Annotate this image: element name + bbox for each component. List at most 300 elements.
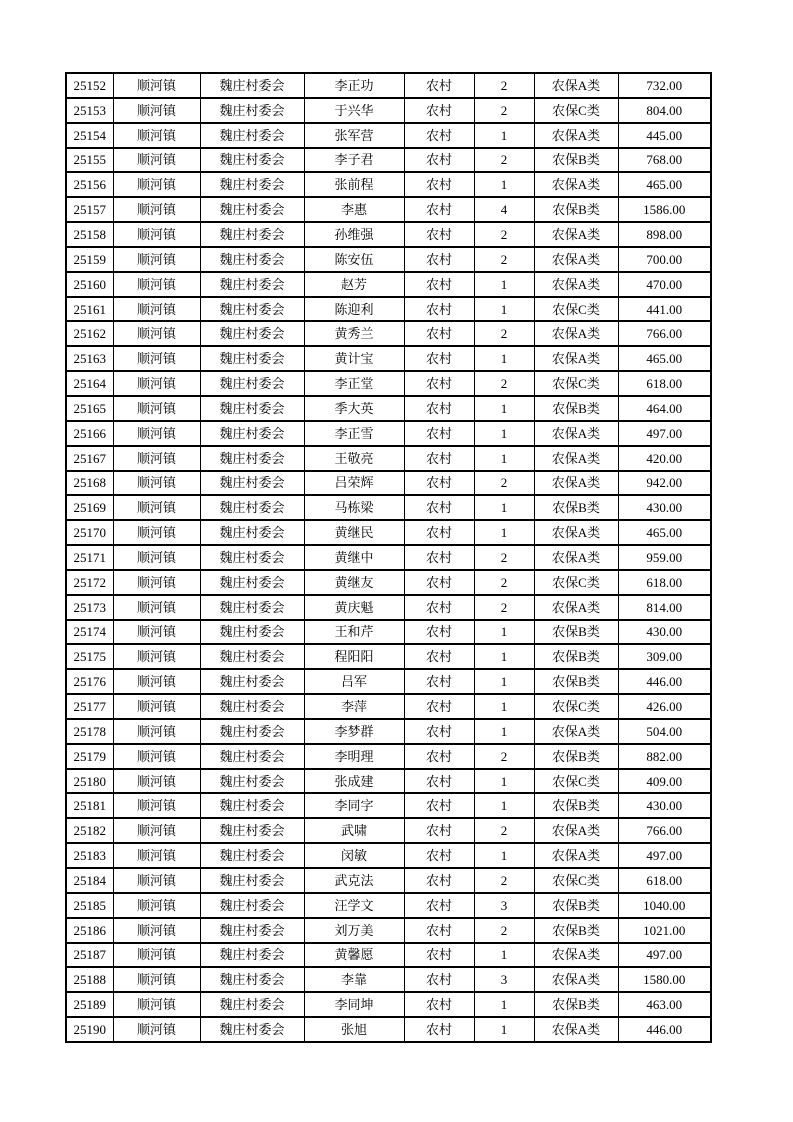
serial-number-cell: 25156 xyxy=(66,172,113,197)
amount-cell: 470.00 xyxy=(618,272,711,297)
town-cell: 顺河镇 xyxy=(113,247,200,272)
person-count-cell: 2 xyxy=(474,545,534,570)
residence-type-cell: 农村 xyxy=(404,172,474,197)
person-name-cell: 武啸 xyxy=(304,818,404,843)
serial-number-cell: 25157 xyxy=(66,197,113,222)
person-name-cell: 黄馨愿 xyxy=(304,943,404,968)
table-row xyxy=(66,495,711,520)
amount-cell: 446.00 xyxy=(618,669,711,694)
town-cell: 顺河镇 xyxy=(113,346,200,371)
serial-number-cell: 25172 xyxy=(66,570,113,595)
serial-number-cell: 25184 xyxy=(66,868,113,893)
town-cell: 顺河镇 xyxy=(113,446,200,471)
table-row xyxy=(66,446,711,471)
person-count-cell: 1 xyxy=(474,297,534,322)
table-row xyxy=(66,247,711,272)
amount-cell: 445.00 xyxy=(618,123,711,148)
residence-type-cell: 农村 xyxy=(404,818,474,843)
person-name-cell: 李子君 xyxy=(304,148,404,173)
residence-type-cell: 农村 xyxy=(404,222,474,247)
person-name-cell: 陈迎利 xyxy=(304,297,404,322)
serial-number-cell: 25160 xyxy=(66,272,113,297)
insurance-category-cell: 农保B类 xyxy=(534,396,618,421)
person-count-cell: 2 xyxy=(474,595,534,620)
table-row xyxy=(66,793,711,818)
amount-cell: 898.00 xyxy=(618,222,711,247)
serial-number-cell: 25183 xyxy=(66,843,113,868)
amount-cell: 700.00 xyxy=(618,247,711,272)
residence-type-cell: 农村 xyxy=(404,843,474,868)
person-count-cell: 1 xyxy=(474,421,534,446)
amount-cell: 732.00 xyxy=(618,73,711,98)
person-name-cell: 张军营 xyxy=(304,123,404,148)
amount-cell: 1580.00 xyxy=(618,967,711,992)
insurance-category-cell: 农保C类 xyxy=(534,570,618,595)
serial-number-cell: 25189 xyxy=(66,992,113,1017)
town-cell: 顺河镇 xyxy=(113,893,200,918)
amount-cell: 465.00 xyxy=(618,520,711,545)
residence-type-cell: 农村 xyxy=(404,73,474,98)
amount-cell: 465.00 xyxy=(618,346,711,371)
insurance-category-cell: 农保B类 xyxy=(534,744,618,769)
person-count-cell: 2 xyxy=(474,868,534,893)
amount-cell: 497.00 xyxy=(618,421,711,446)
serial-number-cell: 25171 xyxy=(66,545,113,570)
town-cell: 顺河镇 xyxy=(113,421,200,446)
person-name-cell: 李正堂 xyxy=(304,371,404,396)
residence-type-cell: 农村 xyxy=(404,297,474,322)
table-row xyxy=(66,73,711,98)
person-count-cell: 1 xyxy=(474,446,534,471)
subsidy-roster-table xyxy=(65,72,712,1043)
person-count-cell: 3 xyxy=(474,967,534,992)
table-row xyxy=(66,123,711,148)
residence-type-cell: 农村 xyxy=(404,495,474,520)
person-name-cell: 黄继友 xyxy=(304,570,404,595)
residence-type-cell: 农村 xyxy=(404,321,474,346)
serial-number-cell: 25174 xyxy=(66,620,113,645)
serial-number-cell: 25153 xyxy=(66,98,113,123)
residence-type-cell: 农村 xyxy=(404,992,474,1017)
table-row xyxy=(66,694,711,719)
amount-cell: 504.00 xyxy=(618,719,711,744)
table-row xyxy=(66,421,711,446)
table-row xyxy=(66,272,711,297)
serial-number-cell: 25159 xyxy=(66,247,113,272)
insurance-category-cell: 农保C类 xyxy=(534,868,618,893)
person-count-cell: 1 xyxy=(474,793,534,818)
table-row xyxy=(66,148,711,173)
amount-cell: 1040.00 xyxy=(618,893,711,918)
village-committee-cell: 魏庄村委会 xyxy=(200,371,304,396)
village-committee-cell: 魏庄村委会 xyxy=(200,346,304,371)
residence-type-cell: 农村 xyxy=(404,396,474,421)
person-count-cell: 2 xyxy=(474,918,534,943)
person-count-cell: 2 xyxy=(474,148,534,173)
person-count-cell: 1 xyxy=(474,1017,534,1042)
village-committee-cell: 魏庄村委会 xyxy=(200,197,304,222)
serial-number-cell: 25163 xyxy=(66,346,113,371)
residence-type-cell: 农村 xyxy=(404,620,474,645)
person-name-cell: 闵敏 xyxy=(304,843,404,868)
serial-number-cell: 25165 xyxy=(66,396,113,421)
amount-cell: 430.00 xyxy=(618,495,711,520)
person-count-cell: 1 xyxy=(474,396,534,421)
amount-cell: 497.00 xyxy=(618,943,711,968)
table-row xyxy=(66,172,711,197)
person-name-cell: 黄庆魁 xyxy=(304,595,404,620)
person-count-cell: 1 xyxy=(474,992,534,1017)
table-row xyxy=(66,992,711,1017)
table-row xyxy=(66,197,711,222)
person-count-cell: 2 xyxy=(474,321,534,346)
serial-number-cell: 25152 xyxy=(66,73,113,98)
residence-type-cell: 农村 xyxy=(404,669,474,694)
village-committee-cell: 魏庄村委会 xyxy=(200,769,304,794)
amount-cell: 618.00 xyxy=(618,570,711,595)
town-cell: 顺河镇 xyxy=(113,297,200,322)
town-cell: 顺河镇 xyxy=(113,495,200,520)
insurance-category-cell: 农保B类 xyxy=(534,918,618,943)
person-count-cell: 2 xyxy=(474,744,534,769)
town-cell: 顺河镇 xyxy=(113,769,200,794)
village-committee-cell: 魏庄村委会 xyxy=(200,992,304,1017)
serial-number-cell: 25182 xyxy=(66,818,113,843)
serial-number-cell: 25158 xyxy=(66,222,113,247)
insurance-category-cell: 农保B类 xyxy=(534,669,618,694)
town-cell: 顺河镇 xyxy=(113,321,200,346)
person-count-cell: 1 xyxy=(474,644,534,669)
person-count-cell: 4 xyxy=(474,197,534,222)
person-name-cell: 王和芹 xyxy=(304,620,404,645)
amount-cell: 1586.00 xyxy=(618,197,711,222)
town-cell: 顺河镇 xyxy=(113,98,200,123)
table-row xyxy=(66,471,711,496)
town-cell: 顺河镇 xyxy=(113,1017,200,1042)
person-name-cell: 张成建 xyxy=(304,769,404,794)
insurance-category-cell: 农保B类 xyxy=(534,148,618,173)
residence-type-cell: 农村 xyxy=(404,346,474,371)
town-cell: 顺河镇 xyxy=(113,669,200,694)
amount-cell: 882.00 xyxy=(618,744,711,769)
table-row xyxy=(66,371,711,396)
residence-type-cell: 农村 xyxy=(404,471,474,496)
person-count-cell: 2 xyxy=(474,570,534,595)
person-count-cell: 1 xyxy=(474,669,534,694)
table-row xyxy=(66,769,711,794)
village-committee-cell: 魏庄村委会 xyxy=(200,943,304,968)
village-committee-cell: 魏庄村委会 xyxy=(200,297,304,322)
serial-number-cell: 25190 xyxy=(66,1017,113,1042)
person-name-cell: 张前程 xyxy=(304,172,404,197)
insurance-category-cell: 农保B类 xyxy=(534,644,618,669)
person-count-cell: 1 xyxy=(474,694,534,719)
town-cell: 顺河镇 xyxy=(113,744,200,769)
person-count-cell: 2 xyxy=(474,222,534,247)
person-name-cell: 程阳阳 xyxy=(304,644,404,669)
person-count-cell: 1 xyxy=(474,843,534,868)
village-committee-cell: 魏庄村委会 xyxy=(200,595,304,620)
village-committee-cell: 魏庄村委会 xyxy=(200,396,304,421)
serial-number-cell: 25186 xyxy=(66,918,113,943)
person-name-cell: 吕军 xyxy=(304,669,404,694)
person-name-cell: 季大英 xyxy=(304,396,404,421)
amount-cell: 463.00 xyxy=(618,992,711,1017)
residence-type-cell: 农村 xyxy=(404,793,474,818)
insurance-category-cell: 农保A类 xyxy=(534,943,618,968)
person-count-cell: 1 xyxy=(474,495,534,520)
serial-number-cell: 25185 xyxy=(66,893,113,918)
insurance-category-cell: 农保A类 xyxy=(534,123,618,148)
residence-type-cell: 农村 xyxy=(404,545,474,570)
person-name-cell: 王敬亮 xyxy=(304,446,404,471)
amount-cell: 497.00 xyxy=(618,843,711,868)
person-name-cell: 汪学文 xyxy=(304,893,404,918)
amount-cell: 446.00 xyxy=(618,1017,711,1042)
serial-number-cell: 25169 xyxy=(66,495,113,520)
person-name-cell: 李明理 xyxy=(304,744,404,769)
serial-number-cell: 25173 xyxy=(66,595,113,620)
town-cell: 顺河镇 xyxy=(113,570,200,595)
village-committee-cell: 魏庄村委会 xyxy=(200,868,304,893)
table-row xyxy=(66,396,711,421)
insurance-category-cell: 农保B类 xyxy=(534,620,618,645)
person-count-cell: 2 xyxy=(474,98,534,123)
person-name-cell: 李正雪 xyxy=(304,421,404,446)
person-name-cell: 黄继中 xyxy=(304,545,404,570)
residence-type-cell: 农村 xyxy=(404,868,474,893)
person-name-cell: 李惠 xyxy=(304,197,404,222)
residence-type-cell: 农村 xyxy=(404,967,474,992)
village-committee-cell: 魏庄村委会 xyxy=(200,222,304,247)
village-committee-cell: 魏庄村委会 xyxy=(200,545,304,570)
village-committee-cell: 魏庄村委会 xyxy=(200,719,304,744)
village-committee-cell: 魏庄村委会 xyxy=(200,818,304,843)
table-row xyxy=(66,868,711,893)
serial-number-cell: 25166 xyxy=(66,421,113,446)
residence-type-cell: 农村 xyxy=(404,123,474,148)
person-count-cell: 1 xyxy=(474,520,534,545)
village-committee-cell: 魏庄村委会 xyxy=(200,247,304,272)
town-cell: 顺河镇 xyxy=(113,148,200,173)
village-committee-cell: 魏庄村委会 xyxy=(200,73,304,98)
amount-cell: 465.00 xyxy=(618,172,711,197)
village-committee-cell: 魏庄村委会 xyxy=(200,620,304,645)
table-row xyxy=(66,719,711,744)
table-row xyxy=(66,943,711,968)
town-cell: 顺河镇 xyxy=(113,197,200,222)
person-name-cell: 刘万美 xyxy=(304,918,404,943)
residence-type-cell: 农村 xyxy=(404,719,474,744)
table-row xyxy=(66,818,711,843)
amount-cell: 430.00 xyxy=(618,620,711,645)
town-cell: 顺河镇 xyxy=(113,992,200,1017)
town-cell: 顺河镇 xyxy=(113,396,200,421)
table-row xyxy=(66,297,711,322)
residence-type-cell: 农村 xyxy=(404,371,474,396)
village-committee-cell: 魏庄村委会 xyxy=(200,967,304,992)
amount-cell: 430.00 xyxy=(618,793,711,818)
amount-cell: 766.00 xyxy=(618,818,711,843)
town-cell: 顺河镇 xyxy=(113,620,200,645)
residence-type-cell: 农村 xyxy=(404,943,474,968)
town-cell: 顺河镇 xyxy=(113,595,200,620)
town-cell: 顺河镇 xyxy=(113,123,200,148)
village-committee-cell: 魏庄村委会 xyxy=(200,1017,304,1042)
serial-number-cell: 25155 xyxy=(66,148,113,173)
table-row xyxy=(66,843,711,868)
village-committee-cell: 魏庄村委会 xyxy=(200,172,304,197)
town-cell: 顺河镇 xyxy=(113,371,200,396)
person-count-cell: 2 xyxy=(474,73,534,98)
amount-cell: 309.00 xyxy=(618,644,711,669)
town-cell: 顺河镇 xyxy=(113,967,200,992)
village-committee-cell: 魏庄村委会 xyxy=(200,918,304,943)
town-cell: 顺河镇 xyxy=(113,73,200,98)
serial-number-cell: 25167 xyxy=(66,446,113,471)
insurance-category-cell: 农保A类 xyxy=(534,421,618,446)
residence-type-cell: 农村 xyxy=(404,421,474,446)
table-row xyxy=(66,321,711,346)
village-committee-cell: 魏庄村委会 xyxy=(200,495,304,520)
person-name-cell: 马栋梁 xyxy=(304,495,404,520)
insurance-category-cell: 农保C类 xyxy=(534,694,618,719)
serial-number-cell: 25181 xyxy=(66,793,113,818)
table-row xyxy=(66,1017,711,1042)
person-name-cell: 黄继民 xyxy=(304,520,404,545)
serial-number-cell: 25188 xyxy=(66,967,113,992)
insurance-category-cell: 农保A类 xyxy=(534,1017,618,1042)
insurance-category-cell: 农保A类 xyxy=(534,346,618,371)
village-committee-cell: 魏庄村委会 xyxy=(200,694,304,719)
residence-type-cell: 农村 xyxy=(404,570,474,595)
village-committee-cell: 魏庄村委会 xyxy=(200,744,304,769)
amount-cell: 942.00 xyxy=(618,471,711,496)
table-row xyxy=(66,744,711,769)
serial-number-cell: 25164 xyxy=(66,371,113,396)
person-name-cell: 吕荣辉 xyxy=(304,471,404,496)
person-count-cell: 1 xyxy=(474,943,534,968)
amount-cell: 420.00 xyxy=(618,446,711,471)
village-committee-cell: 魏庄村委会 xyxy=(200,471,304,496)
table-row xyxy=(66,222,711,247)
serial-number-cell: 25175 xyxy=(66,644,113,669)
table-row xyxy=(66,620,711,645)
person-count-cell: 2 xyxy=(474,371,534,396)
village-committee-cell: 魏庄村委会 xyxy=(200,272,304,297)
serial-number-cell: 25180 xyxy=(66,769,113,794)
person-name-cell: 黄秀兰 xyxy=(304,321,404,346)
village-committee-cell: 魏庄村委会 xyxy=(200,843,304,868)
person-count-cell: 1 xyxy=(474,272,534,297)
amount-cell: 766.00 xyxy=(618,321,711,346)
insurance-category-cell: 农保A类 xyxy=(534,247,618,272)
village-committee-cell: 魏庄村委会 xyxy=(200,421,304,446)
residence-type-cell: 农村 xyxy=(404,694,474,719)
amount-cell: 814.00 xyxy=(618,595,711,620)
town-cell: 顺河镇 xyxy=(113,793,200,818)
person-name-cell: 赵芳 xyxy=(304,272,404,297)
insurance-category-cell: 农保C类 xyxy=(534,371,618,396)
serial-number-cell: 25177 xyxy=(66,694,113,719)
amount-cell: 768.00 xyxy=(618,148,711,173)
serial-number-cell: 25179 xyxy=(66,744,113,769)
residence-type-cell: 农村 xyxy=(404,1017,474,1042)
village-committee-cell: 魏庄村委会 xyxy=(200,793,304,818)
insurance-category-cell: 农保A类 xyxy=(534,222,618,247)
village-committee-cell: 魏庄村委会 xyxy=(200,98,304,123)
residence-type-cell: 农村 xyxy=(404,98,474,123)
insurance-category-cell: 农保A类 xyxy=(534,272,618,297)
person-count-cell: 2 xyxy=(474,818,534,843)
residence-type-cell: 农村 xyxy=(404,272,474,297)
village-committee-cell: 魏庄村委会 xyxy=(200,123,304,148)
person-name-cell: 武克法 xyxy=(304,868,404,893)
table-row xyxy=(66,644,711,669)
residence-type-cell: 农村 xyxy=(404,595,474,620)
person-name-cell: 李同字 xyxy=(304,793,404,818)
town-cell: 顺河镇 xyxy=(113,471,200,496)
residence-type-cell: 农村 xyxy=(404,197,474,222)
serial-number-cell: 25176 xyxy=(66,669,113,694)
person-name-cell: 李萍 xyxy=(304,694,404,719)
residence-type-cell: 农村 xyxy=(404,744,474,769)
table-row xyxy=(66,918,711,943)
insurance-category-cell: 农保A类 xyxy=(534,321,618,346)
town-cell: 顺河镇 xyxy=(113,843,200,868)
insurance-category-cell: 农保B类 xyxy=(534,197,618,222)
insurance-category-cell: 农保B类 xyxy=(534,992,618,1017)
town-cell: 顺河镇 xyxy=(113,868,200,893)
village-committee-cell: 魏庄村委会 xyxy=(200,669,304,694)
village-committee-cell: 魏庄村委会 xyxy=(200,644,304,669)
insurance-category-cell: 农保A类 xyxy=(534,446,618,471)
table-row xyxy=(66,520,711,545)
town-cell: 顺河镇 xyxy=(113,520,200,545)
amount-cell: 618.00 xyxy=(618,868,711,893)
person-count-cell: 1 xyxy=(474,620,534,645)
person-count-cell: 1 xyxy=(474,346,534,371)
residence-type-cell: 农村 xyxy=(404,247,474,272)
insurance-category-cell: 农保A类 xyxy=(534,545,618,570)
residence-type-cell: 农村 xyxy=(404,520,474,545)
amount-cell: 618.00 xyxy=(618,371,711,396)
person-name-cell: 李正功 xyxy=(304,73,404,98)
person-count-cell: 1 xyxy=(474,769,534,794)
person-count-cell: 1 xyxy=(474,123,534,148)
residence-type-cell: 农村 xyxy=(404,893,474,918)
serial-number-cell: 25168 xyxy=(66,471,113,496)
insurance-category-cell: 农保A类 xyxy=(534,73,618,98)
village-committee-cell: 魏庄村委会 xyxy=(200,893,304,918)
person-name-cell: 黄计宝 xyxy=(304,346,404,371)
town-cell: 顺河镇 xyxy=(113,818,200,843)
person-name-cell: 李同坤 xyxy=(304,992,404,1017)
serial-number-cell: 25187 xyxy=(66,943,113,968)
town-cell: 顺河镇 xyxy=(113,272,200,297)
town-cell: 顺河镇 xyxy=(113,719,200,744)
serial-number-cell: 25161 xyxy=(66,297,113,322)
town-cell: 顺河镇 xyxy=(113,644,200,669)
residence-type-cell: 农村 xyxy=(404,918,474,943)
town-cell: 顺河镇 xyxy=(113,172,200,197)
village-committee-cell: 魏庄村委会 xyxy=(200,570,304,595)
table-row xyxy=(66,346,711,371)
amount-cell: 804.00 xyxy=(618,98,711,123)
person-name-cell: 孙维强 xyxy=(304,222,404,247)
table-row xyxy=(66,545,711,570)
table-row xyxy=(66,570,711,595)
